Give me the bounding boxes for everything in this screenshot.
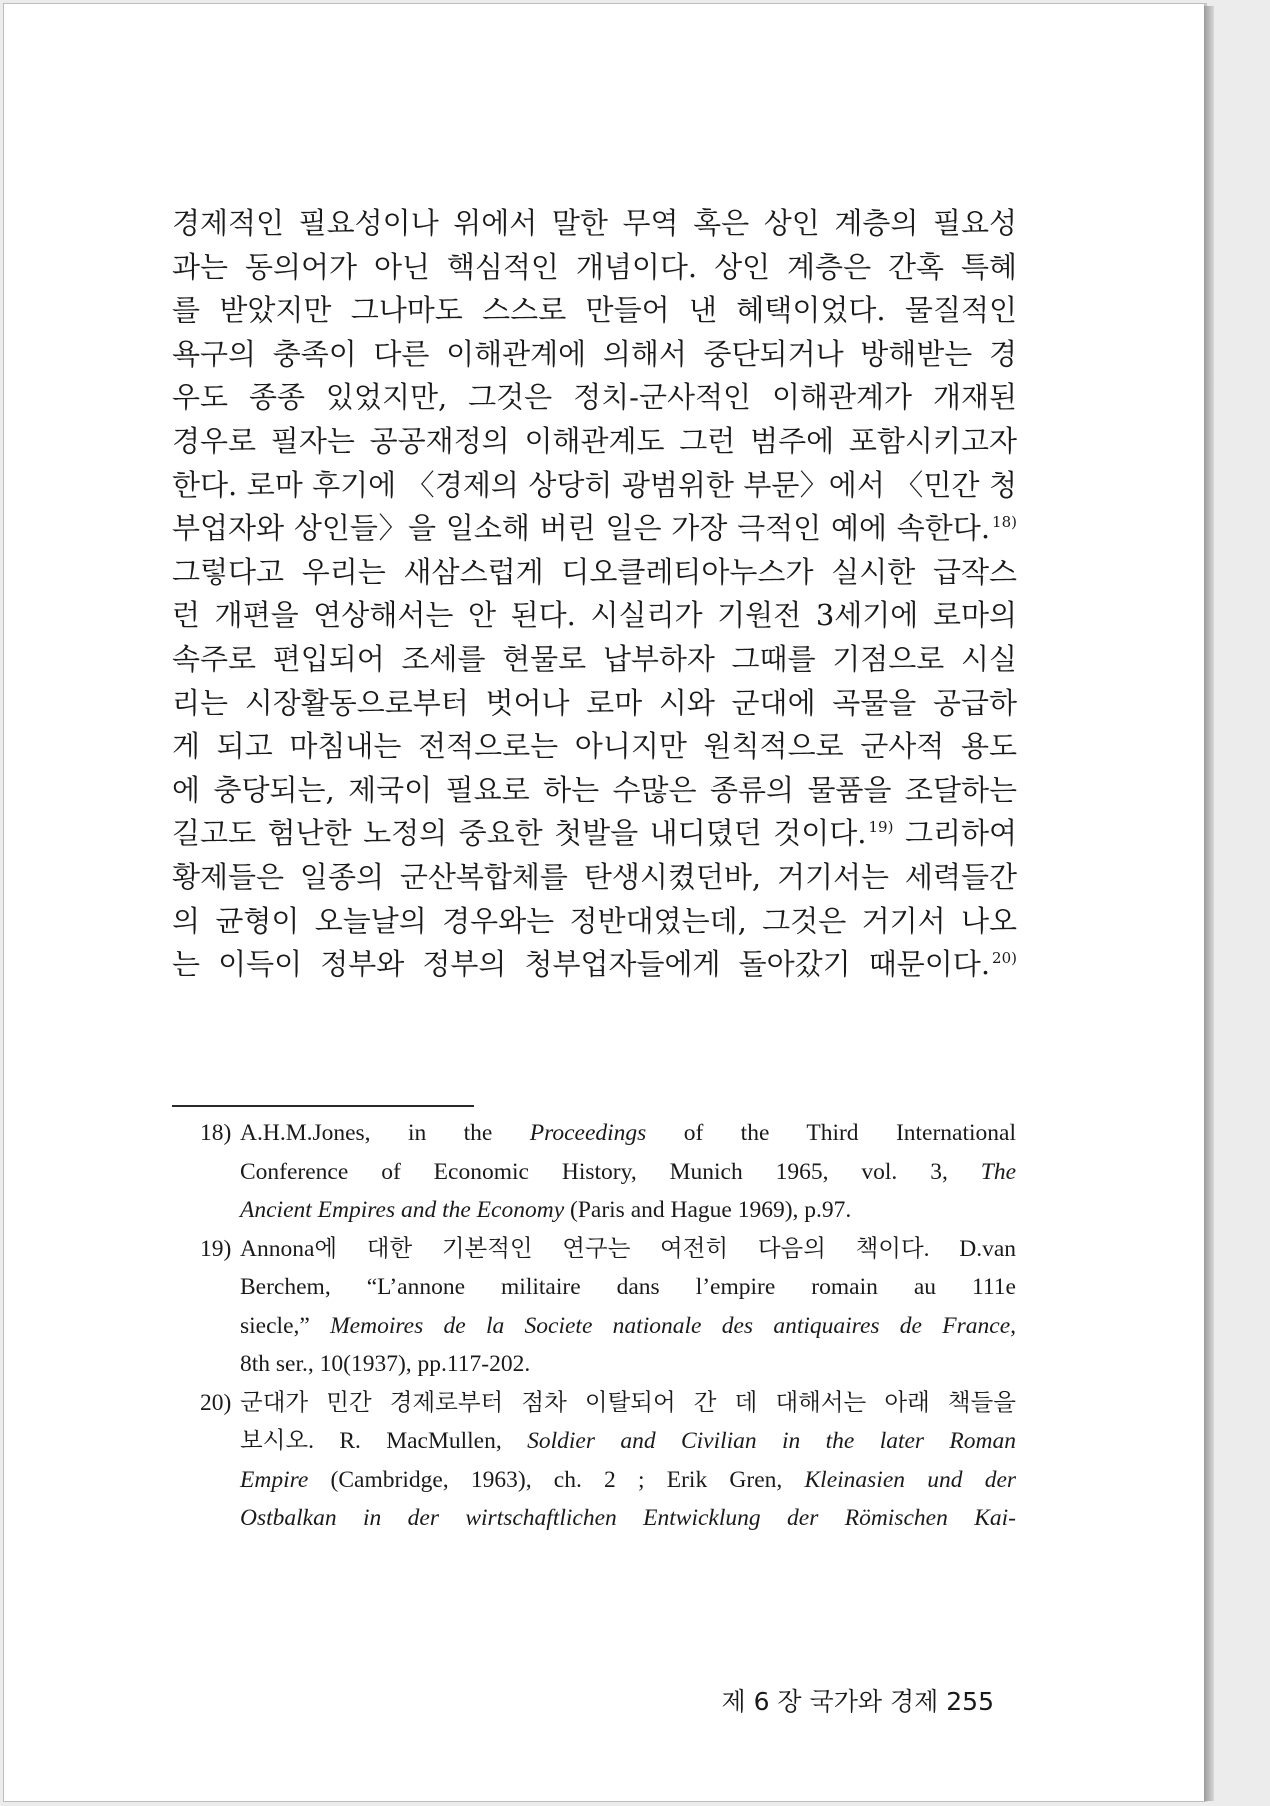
body-text bbox=[172, 202, 1017, 987]
footnote-italic: Ancient Empires and the Economy bbox=[240, 1197, 565, 1223]
footnote-italic: The bbox=[980, 1158, 1016, 1185]
footnote-19-line bbox=[200, 1230, 1016, 1269]
page-number: 255 bbox=[946, 1687, 994, 1716]
footnote-ref-19[interactable]: 19) bbox=[868, 818, 894, 837]
body-line-text: 부업자와 상인들〉을 일소해 버린 일은 가장 극적인 예에 속한다. bbox=[172, 511, 991, 546]
footnote-18-line bbox=[200, 1153, 1016, 1192]
body-line: 경우로 필자는 공공재정의 이해관계도 그런 범주에 포함시키고자 bbox=[172, 423, 1017, 458]
footnote-19-line: 8th ser., 10(1937), pp.117-202. bbox=[240, 1351, 531, 1377]
body-line: 속주로 편입되어 조세를 현물로 납부하자 그때를 기점으로 시실 bbox=[172, 641, 1017, 676]
book-page bbox=[3, 3, 1205, 1802]
footnote-text: 군대가 민간 경제로부터 점차 이탈되어 간 데 대해서는 아래 책들을 bbox=[240, 1389, 1016, 1416]
body-line-tail: 그리하여 bbox=[904, 816, 1017, 851]
footer-title: 국가와 경제 bbox=[809, 1687, 939, 1716]
footnote-20-line bbox=[200, 1422, 1016, 1461]
footnote-text: of the Third International bbox=[683, 1120, 1016, 1146]
body-line bbox=[172, 943, 1017, 987]
page-edge-shadow bbox=[1204, 6, 1214, 1801]
footnote-19-line bbox=[200, 1307, 1016, 1346]
body-line: 황제들은 일종의 군산복합체를 탄생시켰던바, 거기서는 세력들간 bbox=[172, 859, 1017, 894]
footnotes bbox=[200, 1114, 1016, 1538]
footnote-18-line bbox=[200, 1114, 1016, 1153]
footnote-text: 보시오. R. MacMullen, bbox=[240, 1428, 502, 1454]
body-line-text: 길고도 험난한 노정의 중요한 첫발을 내디뎠던 것이다. bbox=[172, 816, 867, 851]
footnote-text: (Cambridge, 1963), ch. 2 ; Erik Gren, bbox=[330, 1466, 783, 1493]
body-line: 한다. 로마 후기에 〈경제의 상당히 광범위한 부문〉에서 〈민간 청 bbox=[172, 467, 1017, 502]
footnote-20-line bbox=[200, 1461, 1016, 1500]
body-line: 리는 시장활동으로부터 벗어나 로마 시와 군대에 곡물을 공급하 bbox=[172, 685, 1017, 720]
footnote-ref-18[interactable]: 18) bbox=[992, 513, 1017, 532]
footnote-italic: Kleinasien und der bbox=[804, 1466, 1017, 1493]
footnote-text: Annona에 대한 기본적인 연구는 여전히 다음의 책이다. D.van bbox=[240, 1235, 1016, 1262]
footnote-number: 19) bbox=[200, 1235, 232, 1262]
footnote-italic: Empire bbox=[240, 1466, 309, 1493]
footnote-text: A.H.M.Jones, in the bbox=[240, 1120, 493, 1146]
body-line: 우도 종종 있었지만, 그것은 정치-군사적인 이해관계가 개재된 bbox=[172, 380, 1017, 415]
body-line-text: 는 이득이 정부와 정부의 청부업자들에게 돌아갔기 때문이다. bbox=[172, 947, 991, 982]
footnote-18-line bbox=[200, 1191, 1016, 1230]
body-line: 과는 동의어가 아닌 핵심적인 개념이다. 상인 계층은 간혹 특혜 bbox=[172, 249, 1017, 284]
footnote-text: siecle,” bbox=[240, 1312, 310, 1339]
footnote-italic: Soldier and Civilian in the later Roman bbox=[527, 1428, 1017, 1454]
footnote-number: 20) bbox=[200, 1389, 232, 1416]
body-line: 를 받았지만 그나마도 스스로 만들어 낸 혜택이었다. 물질적인 bbox=[172, 293, 1017, 328]
footnote-20-line bbox=[200, 1499, 1016, 1538]
body-line: 욕구의 충족이 다른 이해관계에 의해서 중단되거나 방해받는 경 bbox=[172, 336, 1017, 371]
footnote-italic: Ostbalkan in der wirtschaftlichen Entwicklung der Römischen Kai- bbox=[240, 1505, 1016, 1531]
footnote-text: Conference of Economic History, Munich 1965, vol. 3, bbox=[240, 1158, 948, 1185]
footnote-20-line bbox=[200, 1384, 1016, 1423]
footnote-19-line: Berchem, “L’annone militaire dans l’empire romain au 111e bbox=[240, 1274, 1016, 1300]
body-line: 런 개편을 연상해서는 안 된다. 시실리가 기원전 3세기에 로마의 bbox=[172, 598, 1017, 633]
footnote-number: 18) bbox=[200, 1120, 232, 1146]
footnote-ref-20[interactable]: 20) bbox=[992, 949, 1017, 968]
footer-chapter: 제 6 장 bbox=[721, 1687, 802, 1716]
footnote-divider bbox=[172, 1105, 474, 1107]
body-line: 경제적인 필요성이나 위에서 말한 무역 혹은 상인 계층의 필요성 bbox=[172, 206, 1017, 240]
body-line: 그렇다고 우리는 새삼스럽게 디오클레티아누스가 실시한 급작스 bbox=[172, 554, 1017, 589]
body-line bbox=[172, 812, 1017, 856]
body-line: 에 충당되는, 제국이 필요로 하는 수많은 종류의 물품을 조달하는 bbox=[172, 772, 1017, 807]
body-line: 의 균형이 오늘날의 경우와는 정반대였는데, 그것은 거기서 나오 bbox=[172, 903, 1017, 938]
footnote-text: (Paris and Hague 1969), p.97. bbox=[570, 1197, 852, 1223]
body-line bbox=[172, 507, 1017, 551]
body-line: 게 되고 마침내는 전적으로는 아니지만 원칙적으로 군사적 용도 bbox=[172, 729, 1017, 764]
running-footer bbox=[704, 1682, 994, 1718]
footnote-italic: Memoires de la Societe nationale des antiquaires de France, bbox=[330, 1312, 1017, 1339]
footnote-italic: Proceedings bbox=[529, 1120, 647, 1146]
